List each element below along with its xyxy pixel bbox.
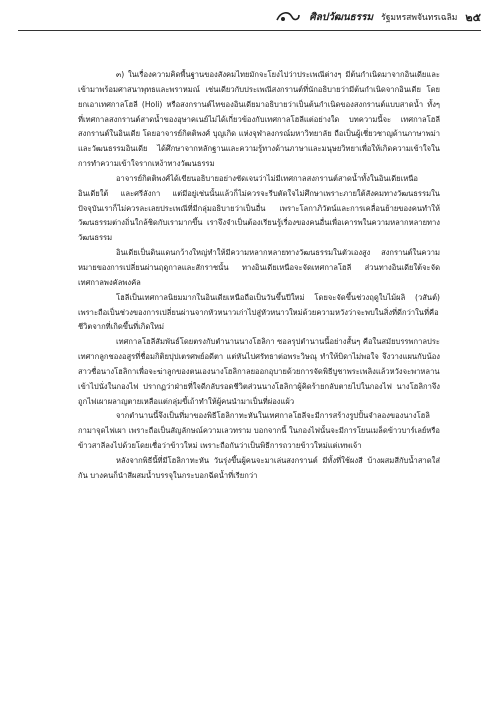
paragraph: จากตำนานนี้จึงเป็นที่มาของพิธีโฮลิกาทะหันในเทศกาลโฮลีจะมีการสร้างรูปปั้นจำลองของนางโฮลิกามาจุดไฟเผา เพราะถือเป็นสัญลักษณ์ความเลวทราม บอกจากนี้ ในกองไฟนั้นจะมีการโยนเมล็ดข้าวบาร์เลย์หรือข้าวสาลีลงไปด้วยโดยเชื่อว่าข้าวใหม่ เพราะถือกันว่าเป็นพิธีการถวายข้าวใหม่แต่เทพเจ้า (78, 411, 440, 451)
paragraph: โฮลีเป็นเทศกาลนิยมมากในอินเดียเหนือถือเป็นวันขึ้นปีใหม่ โดยจะจัดขึ้นช่วงฤดูใบไม้ผลิ (วสันต์) เพราะถือเป็นช่วงของการเปลี่ยนผ่านจากหัวหนาวเก่าไปสู่หัวหนาวใหม่ด้วยความหวังว่าจะพบในสิ่งที่ดีกว่าในที่คือชีวิตจากที่เกิดขึ้นที่เกิดใหม่ (78, 292, 440, 332)
paragraph: ๓) ในเรื่องความคิดพื้นฐานของสังคมไทยมักจะโยงไปว่าประเพณีต่างๆ มีต้นกำเนิดมาจากอินเดียและเข้ามาพร้อมศาสนาพุทธและพราหมณ์ เช่นเดียวกับประเพณีสงกรานต์ที่นักอธิบายว่ามีต้นกำเนิดจากอินเดีย โดยยกเอาเทศกาลโฮลี (Holi) หรือสงกรานต์ไทของอินเดียมาอธิบายว่าเป็นต้นกำเนิดของสงกรานต์แบบสาดน้ำ ทั้งๆ ที่เทศกาลสงกรานต์สาดน้ำของอุษาคเนย์ไม่ได้เกี่ยวข้องกับเทศกาลโฮลีแต่อย่างใด บทความนี้จะ เทศกาลโฮลี สงกรานต์ในอินเดีย โดยอาจารย์กิตติพงศ์ บุญเกิด แห่งจุฬาลงกรณ์มหาวิทยาลัย ถือเป็นผู้เชี่ยวชาญด้านภาษาพม่าและวัฒนธรรมอินเดีย ได้ศึกษาจากหลักฐานและความรู้ทางด้านภาษาและมนุษยวิทยาเพื่อให้เกิดความเข้าใจในการทำความเข้าใจรากเหง้าทางวัฒนธรรม (78, 70, 440, 169)
page-number: ๒๕ (465, 11, 481, 24)
paragraph: อาจารย์กิตติพงศ์ได้เขียนอธิบายอย่างชัดเจนว่าไม่มีเทศกาลสงกรานต์สาดน้ำทั้งในอินเดียเหนือ อินเดียใต้ และศรีลังกา แต่มีอยู่เช่นนั้นแล้วก็ไม่ควรจะรีบตัดใจไม่ศึกษาเพราะภายใต้สังคมทางวัฒนธรรมในปัจจุบันเราก็ไม่ควรละเลยประเพณีที่มีกลุ่มอธิบายว่าเป็นอื่น เพราะโลกาภิวัตน์และการเคลื่อนย้ายของคนทำให้วัฒนธรรมต่างถิ่นใกล้ชิดกับเรามากขึ้น เราจึงจำเป็นต้องเรียนรู้เรื่องของคนอื่นเพื่อเคารพในความหลากหลายทางวัฒนธรรม (78, 173, 440, 243)
decorative-flourish-icon (275, 8, 301, 26)
paragraph: อินเดียเป็นดินแดนกว้างใหญ่ทำให้มีความหลากหลายทางวัฒนธรรมในตัวเองสูง สงกรานต์ในความหมายของการเปลี่ยนผ่านฤดูกาลและสักราชนั้น ทางอินเดียเหนือจะจัดเทศกาลโฮลี ส่วนทางอินเดียใต้จะจัดเทศกาลพงคัลพงคัล (78, 248, 440, 287)
journal-title: ศิลปวัฒนธรรม (309, 11, 374, 23)
journal-subtitle: รัฐมหรสพจันทรเฉลิม (381, 13, 458, 23)
paragraph: เทศกาลโฮลีสัมพันธ์โดยตรงกับตำนานนางโฮลิกา ซอลรุปตำนานนี้อย่างสั้นๆ คือในสมัยบรรพกาลประเทศากลูกชองอสูรที่ชื่อมกิติยปุปเตรศพย์อดีตา แต่หันไปศรัทธาต่อพระวิษณุ ทำให้บิดาไม่พอใจ จึงวางแผนกับน้องสาวชื่อนางโฮลิกาเพื่อจะฆ่าลูกของตนเองนางโฮลิกาลยออกอุบายด้วยการจัดพิธีบูชาพระเพลิงแล้วหวังจะพาหลานเข้าไปนั่งในกองไฟ ปรากฏว่าฝ่ายที่ใจดีกลับรอดชีวิตส่วนนางโฮลิกาผู้คิดร้ายกลับตายไปในกองไฟ นางโฮลิกาจึงถูกไฟเผาผลาญตายเหลือแต่กลุ่มขี้เถ้าทำให้ผู้คนนำมาเป็นที่ผ่องแผ้ว (78, 337, 440, 406)
running-header (275, 8, 481, 26)
header-rule (18, 30, 481, 31)
paragraph: หลังจากพิธีนี้ที่มีโฮลิกาทะหัน วันรุ่งขึ้นผู้คนจะมาเล่นสงกรานต์ มีทั้งที่ใช้ผงสี บ้างผสมสีกับน้ำสาดใส่กัน บางคนก็นำสีผสมน้ำบรรจุในกระบอกฉีดน้ำที่เรียกว่า (78, 455, 440, 480)
article-body (78, 68, 440, 484)
